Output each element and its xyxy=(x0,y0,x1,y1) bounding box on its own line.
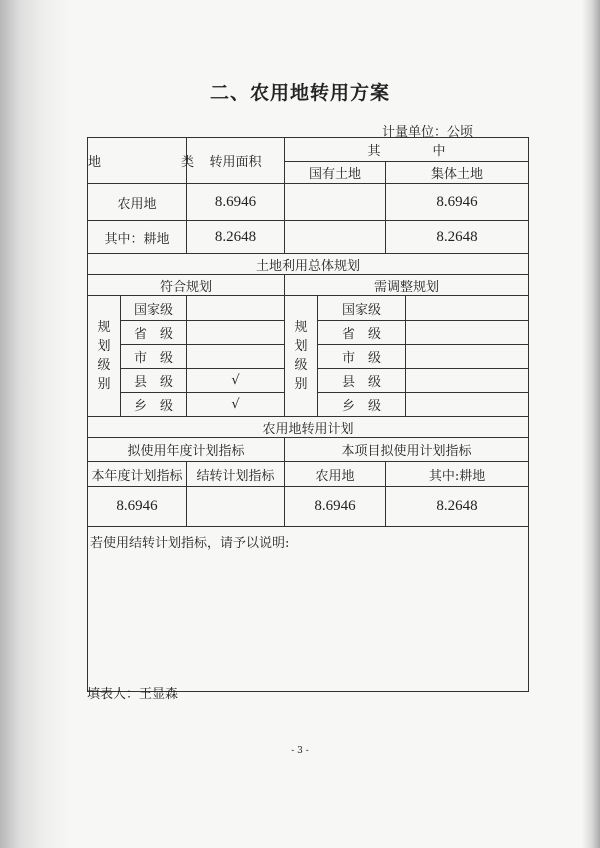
planning-adjust-header: 需调整规划 xyxy=(285,275,529,296)
table-row xyxy=(88,138,529,162)
adjust-level-city: 市 级 xyxy=(318,345,406,369)
conform-mark-county: √ xyxy=(187,369,285,393)
conform-level-label: 规 划 级 别 xyxy=(88,296,121,417)
table-row xyxy=(88,296,529,321)
conform-mark-province xyxy=(187,321,285,345)
unit-label: 计量单位：公顷 xyxy=(382,125,474,140)
header-state-land: 国有土地 xyxy=(285,162,386,184)
page-number: - 3 - xyxy=(291,746,309,756)
adjust-mark-township xyxy=(406,393,529,417)
conform-level-province: 省 级 xyxy=(121,321,187,345)
cultivated-collective: 8.2648 xyxy=(386,221,529,254)
scan-shadow-right xyxy=(582,0,600,848)
farmland-collective: 8.6946 xyxy=(386,184,529,221)
conform-mark-city xyxy=(187,345,285,369)
conform-mark-township: √ xyxy=(187,393,285,417)
table-row xyxy=(88,438,529,462)
adjust-level-county: 县 级 xyxy=(318,369,406,393)
conversion-plan-table xyxy=(87,137,529,692)
header-area: 转用面积 xyxy=(187,138,285,184)
adjust-level-township: 乡 级 xyxy=(318,393,406,417)
header-among: 其 中 xyxy=(285,138,529,162)
conform-level-national: 国家级 xyxy=(121,296,187,321)
cultivated-area: 8.2648 xyxy=(187,221,285,254)
table-row xyxy=(88,275,529,296)
table-row xyxy=(88,221,529,254)
adjust-mark-province xyxy=(406,321,529,345)
plan-cultivated-value: 8.2648 xyxy=(386,487,529,527)
carryover-note: 若使用结转计划指标，请予以说明: xyxy=(88,527,529,692)
row-label-farmland: 农用地 xyxy=(88,184,187,221)
adjust-level-province: 省 级 xyxy=(318,321,406,345)
current-year-header: 本年度计划指标 xyxy=(88,462,187,487)
table-row xyxy=(88,184,529,221)
current-year-value: 8.6946 xyxy=(88,487,187,527)
adjust-level-national: 国家级 xyxy=(318,296,406,321)
adjust-mark-city xyxy=(406,345,529,369)
conform-level-county: 县 级 xyxy=(121,369,187,393)
planning-conform-header: 符合规划 xyxy=(88,275,285,296)
plan-cultivated-header: 其中:耕地 xyxy=(386,462,529,487)
adjust-mark-national xyxy=(406,296,529,321)
carryover-value xyxy=(187,487,285,527)
project-plan-header: 本项目拟使用计划指标 xyxy=(285,438,529,462)
carryover-header: 结转计划指标 xyxy=(187,462,285,487)
table-row xyxy=(88,487,529,527)
adjust-level-label: 规 划 级 别 xyxy=(285,296,318,417)
transfer-section-title: 农用地转用计划 xyxy=(88,417,529,438)
farmland-area: 8.6946 xyxy=(187,184,285,221)
page-title: 二、农用地转用方案 xyxy=(209,82,390,104)
table-row xyxy=(88,462,529,487)
conform-mark-national xyxy=(187,296,285,321)
annual-plan-header: 拟使用年度计划指标 xyxy=(88,438,285,462)
cultivated-state xyxy=(285,221,386,254)
plan-farmland-value: 8.6946 xyxy=(285,487,386,527)
conform-level-city: 市 级 xyxy=(121,345,187,369)
table-row xyxy=(88,417,529,438)
header-collective-land: 集体土地 xyxy=(386,162,529,184)
conform-level-township: 乡 级 xyxy=(121,393,187,417)
row-label-cultivated: 其中：耕地 xyxy=(88,221,187,254)
header-category: 地 类 xyxy=(88,138,187,184)
plan-farmland-header: 农用地 xyxy=(285,462,386,487)
form-filler: 填表人：王显森 xyxy=(87,687,179,702)
adjust-mark-county xyxy=(406,369,529,393)
table-row xyxy=(88,254,529,275)
table-row xyxy=(88,527,529,692)
farmland-state xyxy=(285,184,386,221)
scan-shadow-left xyxy=(0,0,70,848)
planning-section-title: 土地利用总体规划 xyxy=(88,254,529,275)
